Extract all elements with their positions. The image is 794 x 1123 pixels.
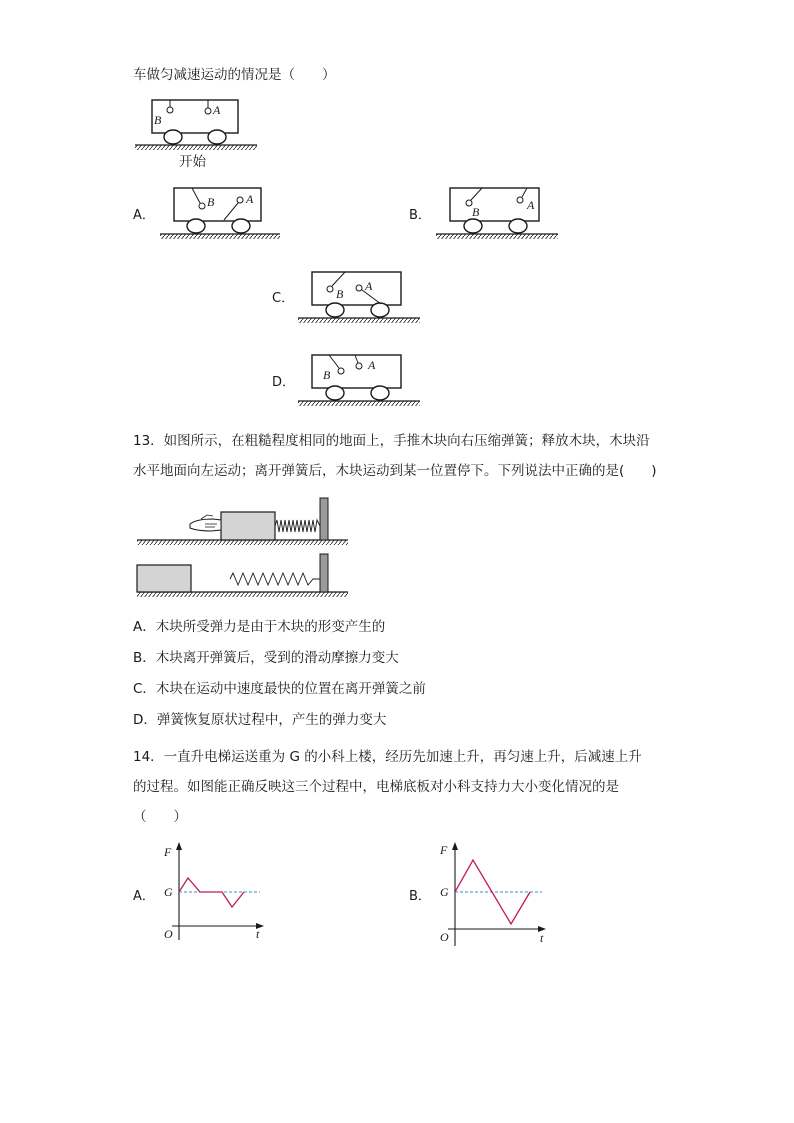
q13-option-a[interactable]: A．木块所受弹力是由于木块的形变产生的 <box>133 619 386 635</box>
q14-option-a-graph[interactable] <box>160 840 270 945</box>
q13-spring-figure <box>135 494 351 604</box>
start-label: 开始 <box>179 154 206 170</box>
axis-g: G <box>440 885 449 899</box>
label-b: B <box>336 287 344 301</box>
hand-icon <box>190 519 221 531</box>
axis-origin: O <box>164 927 173 941</box>
label-a: A <box>365 279 373 293</box>
q12-option-a-letter: A． <box>133 208 155 223</box>
q12-option-c-figure[interactable] <box>298 270 423 330</box>
q12-option-a-figure[interactable] <box>160 186 285 246</box>
q12-option-d-figure[interactable] <box>298 353 423 413</box>
q12-start-figure <box>135 98 260 158</box>
axis-g: G <box>164 885 173 899</box>
q14-option-b-letter: B． <box>409 889 431 904</box>
label-b: B <box>154 113 162 127</box>
q13-option-c[interactable]: C．木块在运动中速度最快的位置在离开弹簧之前 <box>133 681 426 697</box>
axis-t: t <box>256 927 260 941</box>
q14-stem-line3: （ ） <box>133 809 187 825</box>
label-b: B <box>323 368 331 382</box>
q13-stem-line2: 水平地面向左运动；离开弹簧后，木块运动到某一位置停下。下列说法中正确的是( ) <box>133 463 657 479</box>
label-a: A <box>213 103 221 117</box>
q13-option-b[interactable]: B．木块离开弹簧后，受到的滑动摩擦力变大 <box>133 650 399 666</box>
label-b: B <box>207 195 215 209</box>
axis-f: F <box>440 843 448 857</box>
q14-stem-line1: 14．一直升电梯运送重为 G 的小科上楼，经历先加速上升，再匀速上升，后减速上升 <box>133 749 642 765</box>
q13-stem-line1: 13．如图所示，在粗糙程度相同的地面上，手推木块向右压缩弹簧；释放木块，木块沿 <box>133 433 650 449</box>
q12-option-c-letter: C． <box>272 291 295 306</box>
q12-option-d-letter: D． <box>272 375 296 390</box>
q14-option-b-graph[interactable] <box>436 840 551 950</box>
axis-t: t <box>540 931 544 945</box>
label-a: A <box>368 358 376 372</box>
label-a: A <box>527 198 535 212</box>
label-b: B <box>472 205 480 219</box>
q12-option-b-figure[interactable] <box>436 186 561 246</box>
q12-stem: 车做匀减速运动的情况是（ ） <box>133 67 336 83</box>
q13-option-d[interactable]: D．弹簧恢复原状过程中，产生的弹力变大 <box>133 712 387 728</box>
q12-option-b-letter: B． <box>409 208 431 223</box>
axis-origin: O <box>440 930 449 944</box>
axis-f: F <box>164 845 172 859</box>
q14-stem-line2: 的过程。如图能正确反映这三个过程中，电梯底板对小科支持力大小变化情况的是 <box>133 779 619 795</box>
label-a: A <box>246 192 254 206</box>
q14-option-a-letter: A． <box>133 889 155 904</box>
